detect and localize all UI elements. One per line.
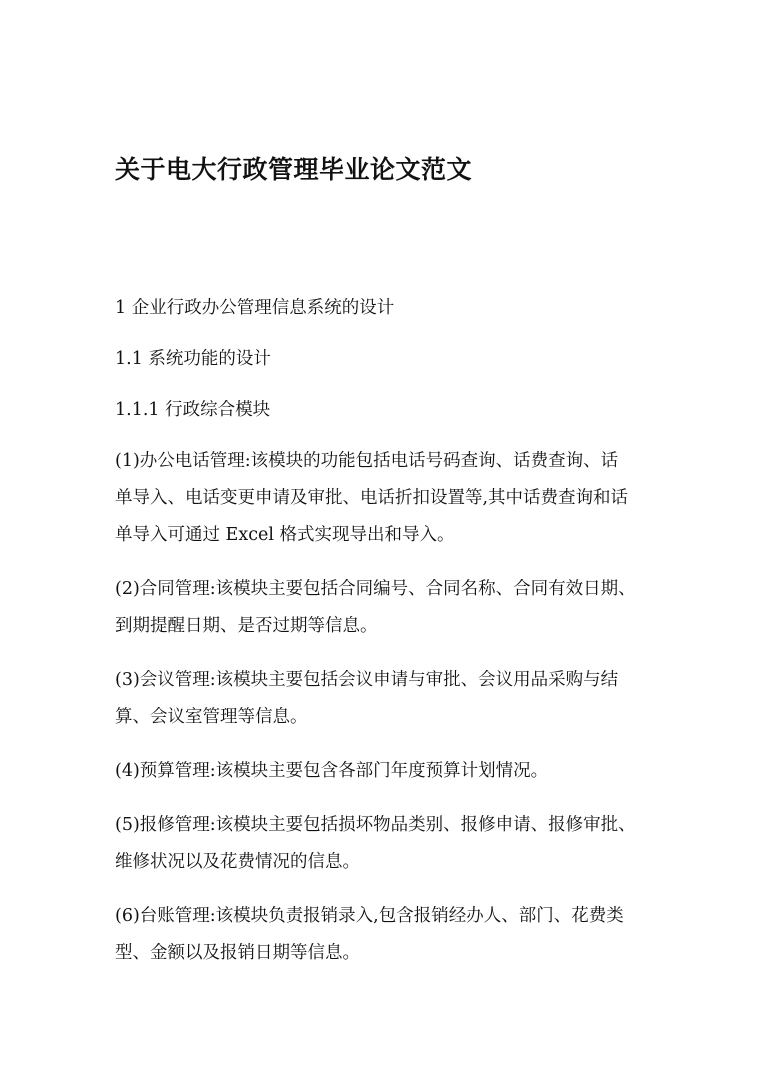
paragraph <box>115 898 675 972</box>
text-line: 算、会议室管理等信息。 <box>115 707 308 727</box>
paragraph <box>115 753 675 790</box>
paragraph <box>115 443 675 554</box>
text-line: (2)合同管理:该模块主要包括合同编号、合同名称、合同有效日期、 <box>115 579 636 599</box>
paragraph <box>115 807 675 881</box>
text-line: (4)预算管理:该模块主要包含各部门年度预算计划情况。 <box>115 761 549 781</box>
text-line: 1.1.1 行政综合模块 <box>115 400 271 420</box>
text-line: 单导入可通过 Excel 格式实现导出和导入。 <box>115 525 455 545</box>
text-line: 单导入、电话变更申请及审批、电话折扣设置等,其中话费查询和话 <box>115 488 629 508</box>
text-line: (6)台账管理:该模块负责报销录入,包含报销经办人、部门、花费类 <box>115 906 624 926</box>
text-line: (1)办公电话管理:该模块的功能包括电话号码查询、话费查询、话 <box>115 451 619 471</box>
text-line: (3)会议管理:该模块主要包括会议申请与审批、会议用品采购与结 <box>115 670 619 690</box>
section-heading <box>115 290 675 327</box>
text-line: 1 企业行政办公管理信息系统的设计 <box>115 298 395 318</box>
document-body <box>115 290 675 989</box>
document-title: 关于电大行政管理毕业论文范文 <box>115 155 473 184</box>
section-heading <box>115 341 675 378</box>
text-line: 型、金额以及报销日期等信息。 <box>115 943 360 963</box>
section-heading <box>115 392 675 429</box>
paragraph <box>115 662 675 736</box>
text-line: 维修状况以及花费情况的信息。 <box>115 852 360 872</box>
paragraph <box>115 571 675 645</box>
text-line: 1.1 系统功能的设计 <box>115 349 271 369</box>
text-line: 到期提醒日期、是否过期等信息。 <box>115 616 378 636</box>
text-line: (5)报修管理:该模块主要包括损坏物品类别、报修申请、报修审批、 <box>115 815 636 835</box>
